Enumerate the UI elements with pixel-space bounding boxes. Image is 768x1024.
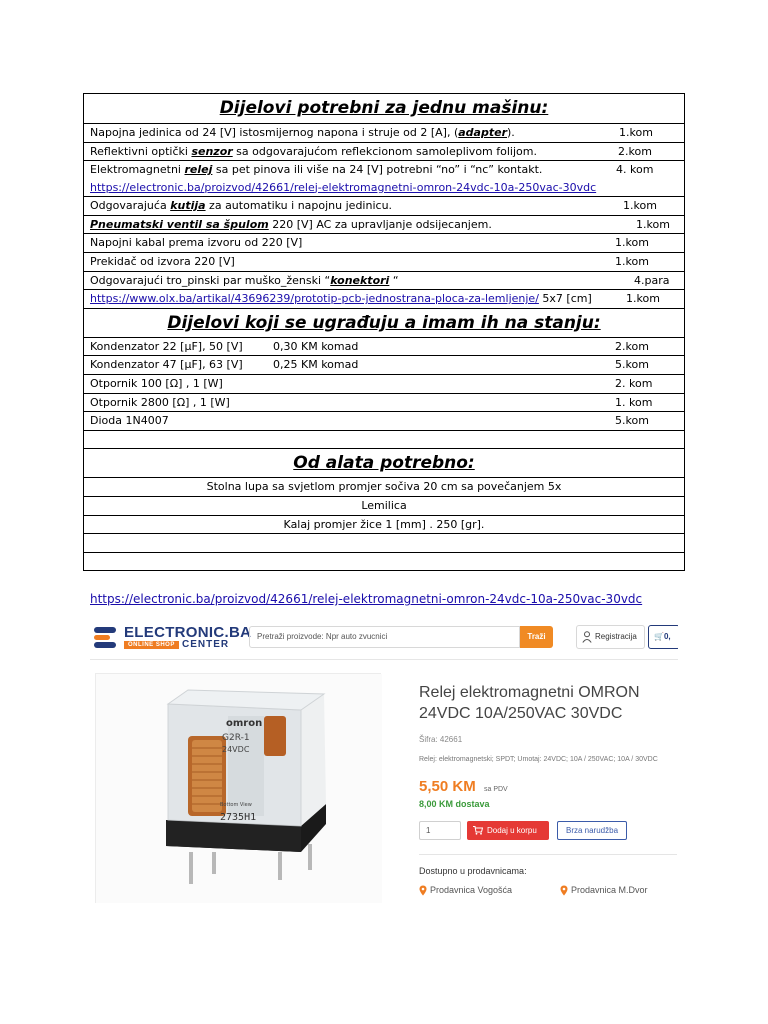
relay-page-link[interactable]: https://electronic.ba/proizvod/42661/relej-elektromagnetni-omron-24vdc-10a-250vac-30vdc bbox=[90, 592, 643, 606]
table-row bbox=[84, 271, 684, 290]
cart-button[interactable] bbox=[648, 625, 678, 649]
product-image bbox=[95, 673, 381, 903]
relay-product-link[interactable]: https://electronic.ba/proizvod/42661/relej-elektromagnetni-omron-24vdc-10a-250vac-30vdc bbox=[90, 180, 597, 194]
row-qty: 1.kom bbox=[636, 217, 670, 231]
part-name: Kondenzator 22 [µF], 50 [V] bbox=[90, 339, 243, 353]
quantity-input[interactable]: 1 bbox=[419, 821, 461, 840]
row-qty: 2. kom bbox=[615, 376, 653, 390]
relay-voltage-label: 24VDC bbox=[222, 745, 250, 754]
availability-label: Dostupno u prodavnicama: bbox=[419, 866, 527, 876]
table-row bbox=[84, 289, 684, 308]
brand-logo-icon bbox=[92, 624, 118, 650]
table-row bbox=[84, 233, 684, 252]
search-input[interactable]: Pretraži proizvode: Npr auto zvucnici bbox=[249, 626, 520, 648]
row-emphasis: konektori bbox=[330, 273, 390, 287]
row-text: Odgovarajući tro_pinski par muško_ženski “ bbox=[90, 273, 331, 287]
store-name: Prodavnica M.Dvor bbox=[571, 885, 648, 895]
row-qty: 4. kom bbox=[616, 163, 654, 177]
store-name: Prodavnica Vogošća bbox=[430, 885, 513, 895]
relay-image bbox=[96, 674, 382, 903]
part-name: Kondenzator 47 [µF], 63 [V] bbox=[90, 358, 243, 372]
table-row bbox=[84, 252, 684, 271]
cart-icon: 🛒 bbox=[654, 632, 664, 641]
price-note: sa PDV bbox=[484, 786, 508, 793]
row-text: Napojna jedinica od 24 [V] istosmijernog napona i struje od 2 [A], ( bbox=[90, 126, 459, 139]
user-icon bbox=[582, 631, 592, 643]
row-qty: 4.para bbox=[634, 273, 670, 287]
row-text: Napojni kabal prema izvoru od 220 [V] bbox=[90, 236, 303, 250]
relay-view-label: Bottom View bbox=[220, 802, 252, 808]
row-text: sa odgovarajućom reflekcionom samoleplivom folijom. bbox=[232, 144, 537, 158]
row-text: Reflektivni optički bbox=[90, 144, 192, 158]
tool-row: Lemilica bbox=[84, 496, 684, 515]
row-qty: 2.kom bbox=[618, 144, 652, 158]
row-emphasis: relej bbox=[184, 163, 213, 177]
tool-row: Kalaj promjer žice 1 [mm] . 250 [gr]. bbox=[84, 515, 684, 534]
add-to-cart-label: Dodaj u korpu bbox=[487, 826, 537, 835]
table-row bbox=[84, 123, 684, 142]
shop-screenshot bbox=[90, 618, 678, 903]
section2-title: Dijelovi koji se ugrađuju a imam ih na stanju: bbox=[84, 308, 684, 337]
table-row bbox=[84, 393, 684, 412]
parts-table bbox=[83, 93, 685, 571]
map-pin-icon bbox=[419, 885, 427, 896]
row-qty: 5.kom bbox=[615, 414, 649, 428]
relay-model-label: G2R-1 bbox=[222, 733, 250, 743]
row-qty: 1.kom bbox=[615, 236, 649, 250]
quick-order-button[interactable]: Brza narudžba bbox=[557, 821, 627, 840]
part-name: Dioda 1N4007 bbox=[90, 414, 169, 428]
table-row bbox=[84, 196, 684, 215]
register-label: Registracija bbox=[595, 632, 637, 641]
row-qty: 5.kom bbox=[615, 358, 649, 372]
part-price: 0,25 KM komad bbox=[273, 358, 359, 372]
table-row bbox=[84, 355, 684, 374]
register-button[interactable] bbox=[576, 625, 645, 649]
pcb-product-link[interactable]: https://www.olx.ba/artikal/43696239/prototip-pcb-jednostrana-ploca-za-lemljenje/ bbox=[90, 292, 539, 306]
table-row-empty bbox=[84, 552, 684, 571]
search-button[interactable]: Traži bbox=[520, 626, 553, 648]
table-row bbox=[84, 411, 684, 430]
shop-header bbox=[90, 618, 678, 660]
part-price: 0,30 KM komad bbox=[273, 339, 359, 353]
row-text: Prekidač od izvora 220 [V] bbox=[90, 254, 235, 268]
table-row bbox=[84, 160, 684, 196]
section3-title: Od alata potrebno: bbox=[84, 448, 684, 477]
add-to-cart-button[interactable] bbox=[467, 821, 549, 840]
row-emphasis: Pneumatski ventil sa špulom bbox=[90, 217, 269, 231]
product-sku: Šifra: 42661 bbox=[419, 735, 463, 744]
row-text: za automatiku i napojnu jedinicu. bbox=[205, 199, 393, 213]
row-emphasis: kutija bbox=[170, 199, 206, 213]
map-pin-icon bbox=[560, 885, 568, 896]
row-qty: 2.kom bbox=[615, 339, 649, 353]
cart-total: 0, bbox=[663, 632, 671, 641]
row-qty: 1.kom bbox=[626, 292, 660, 306]
row-text: Elektromagnetni bbox=[90, 163, 185, 177]
table-row bbox=[84, 142, 684, 161]
table-row bbox=[84, 374, 684, 393]
part-name: Otpornik 2800 [Ω] , 1 [W] bbox=[90, 395, 230, 409]
relay-code-label: 2735H1 bbox=[220, 812, 257, 823]
relay-brand-label: omron bbox=[226, 718, 263, 729]
brand-name: ELECTRONIC.BA bbox=[124, 624, 252, 641]
store-link-vogosca[interactable] bbox=[419, 885, 512, 895]
cart-icon bbox=[473, 826, 483, 835]
row-emphasis: senzor bbox=[191, 144, 233, 158]
product-description: Relej: elektromagnetski; SPDT; Umotaj: 24VDC; 10A / 250VAC; 10A / 30VDC bbox=[419, 756, 658, 763]
part-name: Otpornik 100 [Ω] , 1 [W] bbox=[90, 376, 223, 390]
table-row bbox=[84, 337, 684, 356]
product-title: Relej elektromagnetni OMRON 24VDC 10A/250VAC 30VDC bbox=[419, 684, 640, 722]
row-qty: 1.kom bbox=[623, 199, 657, 213]
row-text: sa pet pinova ili više na 24 [V] potrebni “no” i “nc” kontakt. bbox=[212, 163, 543, 177]
shipping-cost: 8,00 KM dostava bbox=[419, 799, 490, 809]
store-link-mdvor[interactable] bbox=[560, 885, 648, 895]
tool-row: Stolna lupa sa svjetlom promjer sočiva 20 cm sa povečanjem 5x bbox=[84, 477, 684, 496]
product-price: 5,50 KM bbox=[419, 778, 476, 795]
row-text: ). bbox=[507, 126, 515, 139]
row-text: “ bbox=[389, 273, 399, 287]
divider bbox=[419, 854, 677, 855]
table-row-empty bbox=[84, 430, 684, 449]
table-row-empty bbox=[84, 533, 684, 552]
brand-tagline: ONLINE SHOP bbox=[124, 641, 179, 649]
row-qty: 1.kom bbox=[619, 126, 653, 139]
row-text: Odgovarajuća bbox=[90, 199, 171, 213]
brand-subtitle: CENTER bbox=[182, 639, 230, 650]
table-row bbox=[84, 215, 684, 234]
row-emphasis: adapter bbox=[458, 126, 507, 139]
section1-title: Dijelovi potrebni za jednu mašinu: bbox=[219, 98, 549, 118]
row-text: 220 [V] AC za upravljanje odsijecanjem. bbox=[268, 217, 492, 231]
row-text: 5x7 [cm] bbox=[538, 292, 592, 306]
row-qty: 1. kom bbox=[615, 395, 653, 409]
row-qty: 1.kom bbox=[615, 254, 649, 268]
